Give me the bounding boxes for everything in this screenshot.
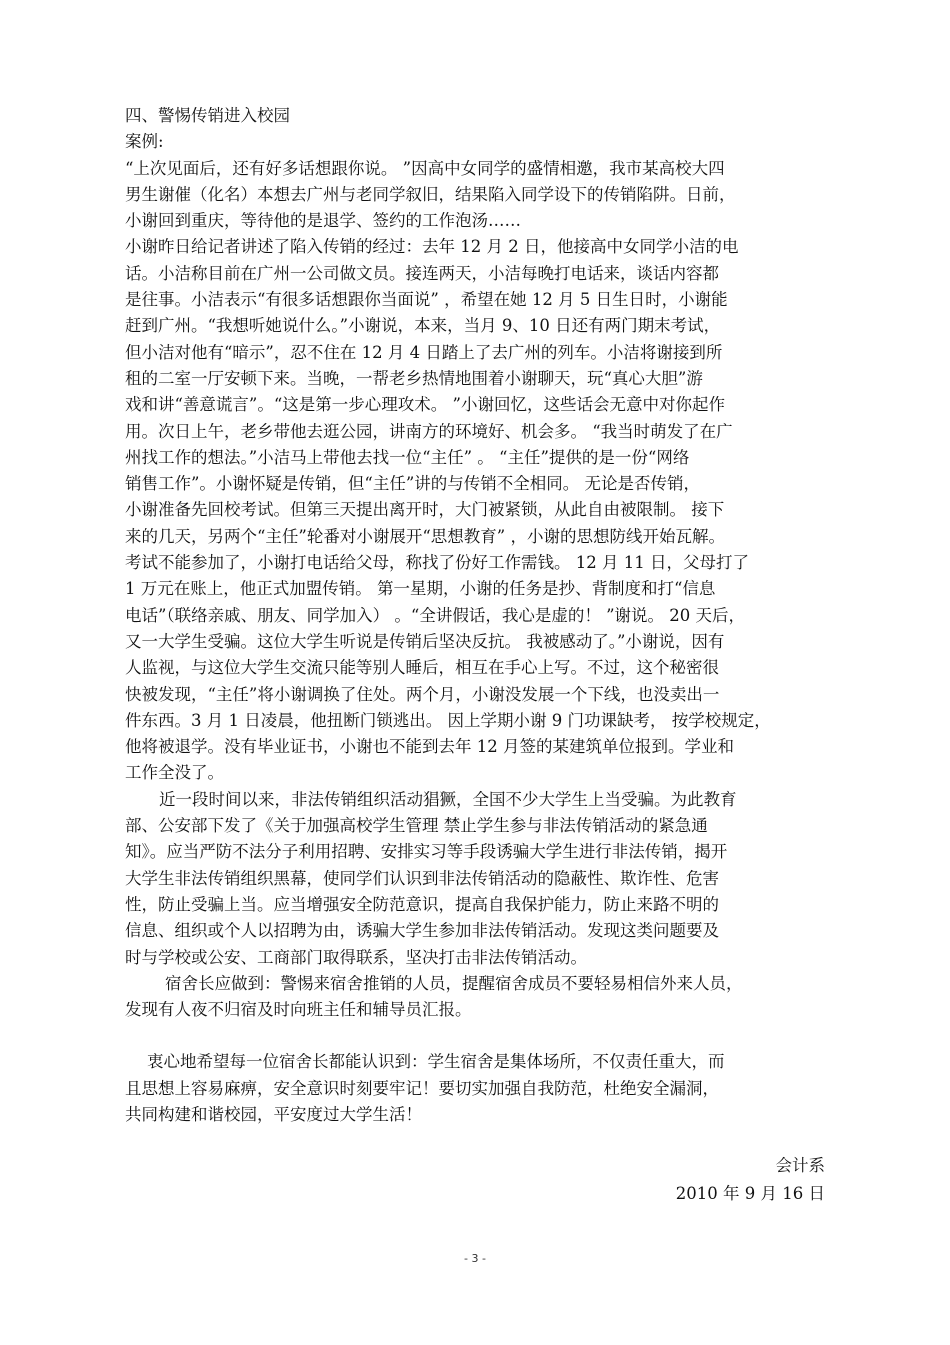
text-line: 男生谢催（化名）本想去广州与老同学叙旧，结果陷入同学设下的传销陷阱。日前， — [125, 184, 736, 204]
text-line: 1 万元在账上，他正式加盟传销。 第一星期，小谢的任务是抄、背制度和打“信息 — [125, 579, 716, 599]
text-line: 衷心地希望每一位宿舍长都能认识到：学生宿舍是集体场所，不仅责任重大，而 — [147, 1052, 725, 1072]
text-line: 租的二室一厅安顿下来。当晚，一帮老乡热情地围着小谢聊天，玩“真心大胆”游 — [125, 368, 703, 388]
text-line: 又一大学生受骗。这位大学生听说是传销后坚决反抗。 我被感动了。”小谢说，因有 — [125, 631, 725, 651]
text-line: 信息、组织或个人以招聘为由，诱骗大学生参加非法传销活动。发现这类问题要及 — [125, 921, 719, 941]
case-paragraph — [125, 156, 825, 787]
text-line: 销售工作”。小谢怀疑是传销，但“主任”讲的与传销不全相同。 无论是否传销， — [125, 474, 701, 494]
closing-paragraph — [125, 1049, 825, 1128]
signature-block — [676, 1152, 825, 1208]
page-number: - 3 - — [464, 1252, 486, 1265]
text-line: 州找工作的想法。”小洁马上带他去找一位“主任” 。 “主任”提供的是一份“网络 — [125, 447, 690, 467]
text-line: 赶到广州。“我想听她说什么。”小谢说，本来，当月 9、10 日还有两门期末考试， — [125, 316, 721, 336]
text-line: “上次见面后，还有好多话想跟你说。 ”因高中女同学的盛情相邀，我市某高校大四 — [125, 158, 725, 178]
text-line: 小谢回到重庆，等待他的是退学、签约的工作泡汤…… — [125, 211, 521, 231]
dorm-leader-paragraph — [125, 971, 825, 1024]
text-line: 宿舍长应做到：警惕来宿舍推销的人员，提醒宿舍成员不要轻易相信外来人员， — [165, 973, 743, 993]
text-line: 人监视，与这位大学生交流只能等别人睡后，相互在手心上写。不过，这个秘密很 — [125, 658, 719, 678]
text-line: 他将被退学。没有毕业证书，小谢也不能到去年 12 月签的某建筑单位报到。学业和 — [125, 737, 734, 757]
text-line: 戏和讲“善意谎言”。“这是第一步心理攻术。 ”小谢回忆，这些话会无意中对你起作 — [125, 395, 725, 415]
text-line: 用。次日上午，老乡带他去逛公园，讲南方的环境好、机会多。 “我当时萌发了在广 — [125, 421, 733, 441]
text-line: 小谢准备先回校考试。但第三天提出离开时，大门被紧锁，从此自由被限制。 接下 — [125, 500, 725, 520]
text-line: 部、公安部下发了《关于加强高校学生管理 禁止学生参与非法传销活动的紧急通 — [125, 816, 708, 836]
text-line: 工作全没了。 — [125, 763, 224, 783]
text-line: 件东西。3 月 1 日凌晨，他扭断门锁逃出。 因上学期小谢 9 门功课缺考， 按学校规定， — [125, 710, 771, 730]
text-line: 话。小洁称目前在广州一公司做文员。接连两天，小洁每晚打电话来，谈话内容都 — [125, 263, 719, 283]
section-heading: 四、警惕传销进入校园 — [125, 106, 290, 125]
text-line: 快被发现，“主任”将小谢调换了住处。两个月，小谢没发展一个下线，也没卖出一 — [125, 684, 720, 704]
signature-department: 会计系 — [775, 1156, 825, 1175]
notice-paragraph — [125, 787, 825, 971]
text-line: 大学生非法传销组织黑幕，使同学们认识到非法传销活动的隐蔽性、欺诈性、危害 — [125, 868, 719, 888]
text-line: 小谢昨日给记者讲述了陷入传销的经过：去年 12 月 2 日，他接高中女同学小洁的电 — [125, 237, 739, 257]
text-line: 电话”（联络亲戚、朋友、同学加入） 。“全讲假话，我心是虚的！ ”谢说。 20 天后， — [125, 605, 746, 625]
text-line: 共同构建和谐校园，平安度过大学生活！ — [125, 1104, 422, 1124]
case-label: 案例: — [125, 132, 164, 152]
signature-date: 2010 年 9 月 16 日 — [675, 1184, 825, 1203]
body-text — [125, 103, 825, 1128]
text-line: 时与学校或公安、工商部门取得联系，坚决打击非法传销活动。 — [125, 947, 587, 967]
text-line: 来的几天，另两个“主任”轮番对小谢展开“思想教育” ，小谢的思想防线开始瓦解。 — [125, 526, 725, 546]
text-line: 是往事。小洁表示“有很多话想跟你当面说” ，希望在她 12 月 5 日生日时，小谢能 — [125, 290, 728, 310]
text-line: 但小洁对他有“暗示”，忍不住在 12 月 4 日踏上了去广州的列车。小洁将谢接到所 — [125, 342, 723, 362]
text-line: 近一段时间以来，非法传销组织活动猖獗，全国不少大学生上当受骗。为此教育 — [159, 789, 737, 809]
text-line: 且思想上容易麻痹，安全意识时刻要牢记！要切实加强自我防范，杜绝安全漏洞， — [125, 1078, 719, 1098]
text-line: 发现有人夜不归宿及时向班主任和辅导员汇报。 — [125, 1000, 472, 1020]
text-line: 考试不能参加了，小谢打电话给父母，称找了份好工作需钱。 12 月 11 日，父母打了 — [125, 553, 749, 573]
text-line: 性，防止受骗上当。应当增强安全防范意识，提高自我保护能力，防止来路不明的 — [125, 894, 719, 914]
paragraph-gap — [125, 1023, 825, 1049]
text-line: 知》。应当严防不法分子利用招聘、安排实习等手段诱骗大学生进行非法传销，揭开 — [125, 842, 728, 862]
